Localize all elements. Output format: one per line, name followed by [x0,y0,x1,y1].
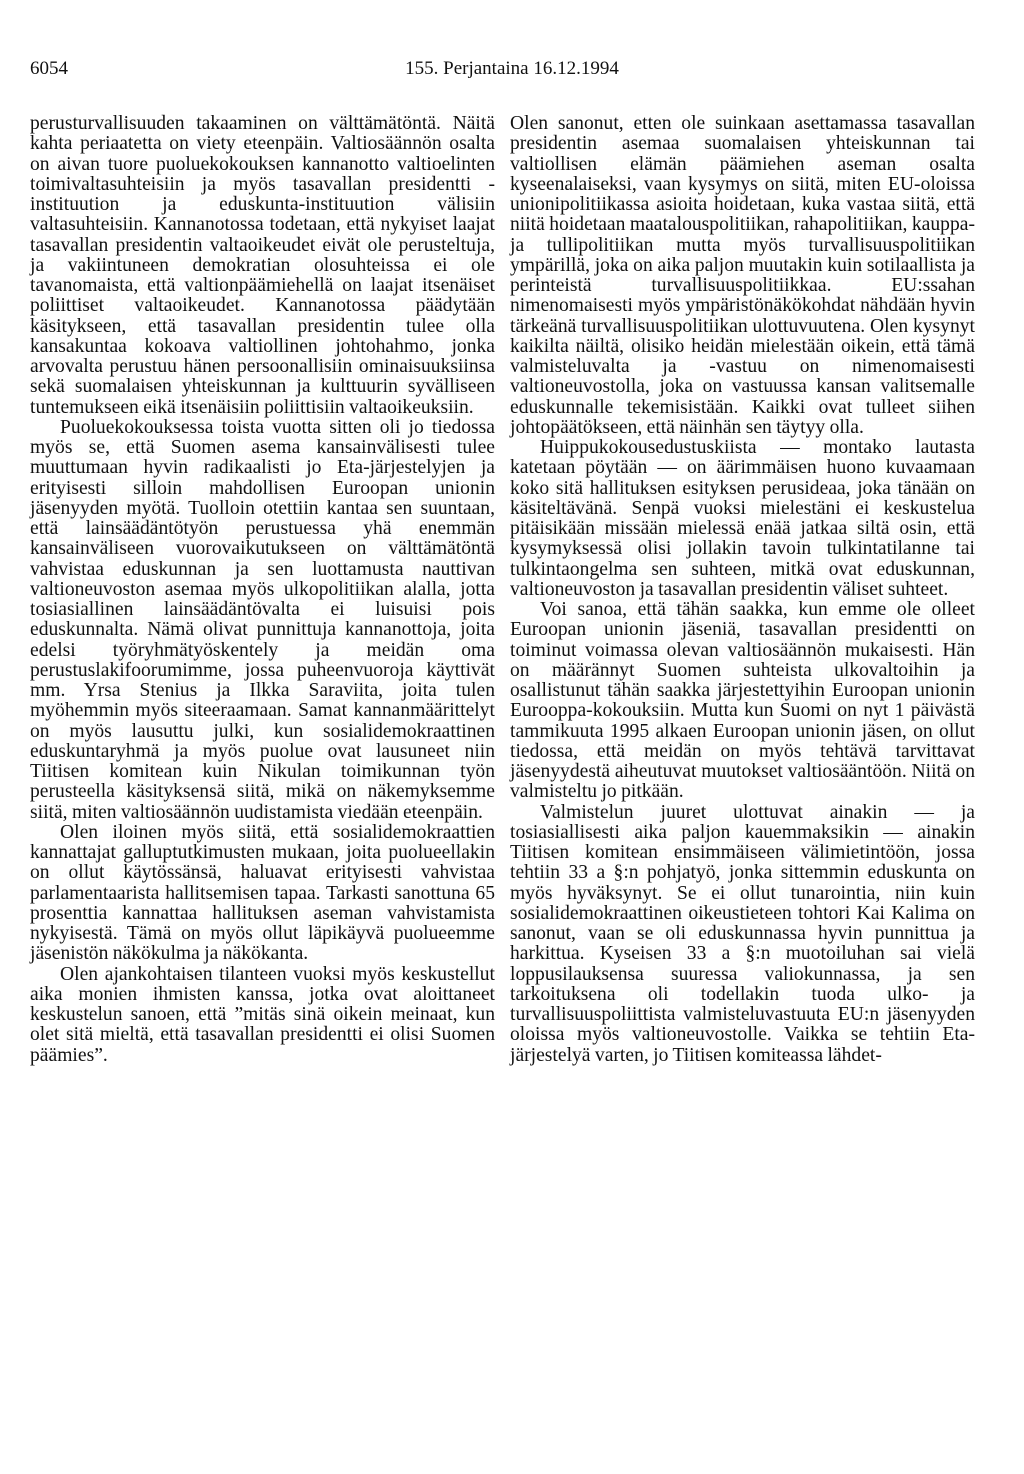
paragraph: Valmistelun juuret ulottuvat ainakin — ja tosiasiallisesti aika paljon kauemmaksikin — ainakin Tiitisen komitean ensimmäiseen välimietintöön, jossa tehtiin 33 a §:n pohjatyö, jonka sittemmin eduskunta on myös hyväksynyt. Se ei ollut tunarointia, niin kuin sosialidemokraattinen oikeustieteen tohtori Kai Kalima on sanonut, vaan se oli eduskunnassa hyvin punnittua ja harkittua. Kyseisen 33 a §:n muotoiluhan sai vielä loppusilauksensa suuressa valiokunnassa, ja sen tarkoituksena oli todellakin tuoda ulko- ja turvallisuuspoliittista valmisteluvastuuta EU:n jäsenyyden oloissa myös valtioneuvostolle. Vaikka se tehtiin Eta-järjestelyä varten, jo Tiitisen komiteassa lähdet- [510,801,975,1066]
paragraph: Voi sanoa, että tähän saakka, kun emme ole olleet Euroopan unionin jäseniä, tasavallan presidentti on toiminut voimassa olevan valtiosäännön mukaisesti. Hän on määrännyt Suomen suhteista ulkovaltoihin ja osallistunut tähän saakka järjestettyihin Euroopan unionin Eurooppa-kokouksiin. Mutta kun Suomi on nyt 1 päivästä tammikuuta 1995 alkaen Euroopan unionin jäsen, on ollut tiedossa, että meidän on myös tehtävä tarvittavat jäsenyydestä aiheutuvat muutokset valtiosääntöön. Niitä on valmisteltu jo pitkään. [510,599,975,803]
paragraph: Huippukokousedustuskiista — montako lautasta katetaan pöytään — on äärimmäisen huono kuvaamaan koko sitä hallituksen esityksen perusideaa, joka tänään on käsiteltävänä. Senpä vuoksi mielestäni ei keskustelua pitäisikään missään mielessä enää jatkaa siltä osin, että kysymyksessä olisi jollakin tavoin tulkintatilanne tai tulkintaongelma sen suhteen, mitkä ovat eduskunnan, valtioneuvoston ja tasavallan presidentin väliset suhteet. [510,437,975,600]
page-number: 6054 [30,58,68,79]
paragraph: perusturvallisuuden takaaminen on välttämätöntä. Näitä kahta periaatetta on viety eteenpäin. Valtiosäännön osalta on aivan tuore puoluekokouksen kannanotto valtioelinten toimivaltasuhteisiin ja myös tasavallan presidentti -instituution ja eduskunta-instituution välisiin valtasuhteisiin. Kannanotossa todetaan, että nykyiset laajat tasavallan presidentin valtaoikeudet eivät ole perusteltuja, ja vakiintuneen demokratian olosuhteissa ei ole tavanomaista, että valtionpäämiehellä on laajat itsenäiset poliittiset valtaoikeudet. Kannanotossa päädytään käsitykseen, että tasavallan presidentin tulee olla kansakuntaa kokoava valtiollinen johtohahmo, jonka arvovalta perustuu hänen persoonallisiin ominaisuuksiinsa sekä suomalaisen yhteiskunnan ja kulttuurin syvälliseen tuntemukseen eikä itsenäisiin poliittisiin valtaoikeuksiin. [30,113,495,418]
paragraph: Olen iloinen myös siitä, että sosialidemokraattien kannattajat galluptutkimusten mukaan, joita puolueellakin on ollut käytössänsä, haluavat erityisesti vahvistaa parlamentaarista hallitsemisen tapaa. Tarkasti sanottuna 65 prosenttia kannattaa hallituksen aseman vahvistamista nykyisestä. Tämä on myös ollut läpikäyvä puolueemme jäsenistön näkökulma ja näkökanta. [30,821,495,965]
paragraph: Puoluekokouksessa toista vuotta sitten oli jo tiedossa myös se, että Suomen asema kansainvälisesti tulee muuttumaan hyvin radikaalisti jo Eta-järjestelyjen ja erityisesti silloin mahdollisen Euroopan unionin jäsenyyden myötä. Tuolloin otettiin kantaa sen suuntaan, että lainsäädäntötyön perustuessa yhä enemmän kansainväliseen vuorovaikutukseen on välttämätöntä vahvistaa eduskunnan ja sen luottamusta nauttivan valtioneuvoston asemaa myös ulkopolitiikan alalla, jotta tosiasiallinen lainsäädäntövalta ei luisuisi pois eduskunnalta. Nämä olivat punnittuja kannanottoja, joita edelsi työryhmätyöskentely ja meidän oma perustuslakifoorumimme, jossa puheenvuoroja käyttivät mm. Yrsa Stenius ja Ilkka Saraviita, joita tulen myöhemmin myös siteeraamaan. Samat kannanmäärittelyt on myös lausuttu julki, kun sosialidemokraattinen eduskuntaryhmä ja myös puolue ovat lausuneet niin Tiitisen komitean kuin Nikulan toimikunnan työn perusteella käsityksensä siitä, mikä on näkemyksemme siitä, miten valtiosäännön uudistamista viedään eteenpäin. [30,416,495,823]
paragraph: Olen sanonut, etten ole suinkaan asettamassa tasavallan presidentin asemaa suomalaisen yhteiskunnan tai valtiollisen elämän päämiehen aseman osalta kyseenalaiseksi, vaan kysymys on siitä, miten EU-oloissa unionipolitiikassa asioita hoidetaan, kuka vastaa siitä, että niitä hoidetaan maatalouspolitiikan, rahapolitiikan, kauppa- ja tullipolitiikan mutta myös turvallisuuspolitiikan ympärillä, joka on aika paljon muutakin kuin sotilaallista ja perinteistä turvallisuuspolitiikkaa. EU:ssahan nimenomaisesti myös ympäristönäkökohdat nähdään hyvin tärkeänä turvallisuuspolitiikan ulottuvuutena. Olen kysynyt kaikilta näiltä, olisiko heidän mielestään oikein, että tämä valmisteluvalta ja -vastuu on nimenomaisesti valtioneuvostolla, joka on vastuussa kansan valitsemalle eduskunnalle tekemisistään. Kaikki ovat tulleet siihen johtopäätökseen, että näinhän sen täytyy olla. [510,113,975,438]
left-column [30,114,495,1066]
paragraph: Olen ajankohtaisen tilanteen vuoksi myös keskustellut aika monien ihmisten kanssa, jotka ovat aloittaneet keskustelun sanoen, että ”mitäs sinä oikein meinaat, kun olet sitä mieltä, että tasavallan presidentti ei olisi Suomen päämies”. [30,963,495,1066]
session-date: 155. Perjantaina 16.12.1994 [405,58,619,79]
right-column [510,114,975,1066]
page-header [30,58,994,82]
